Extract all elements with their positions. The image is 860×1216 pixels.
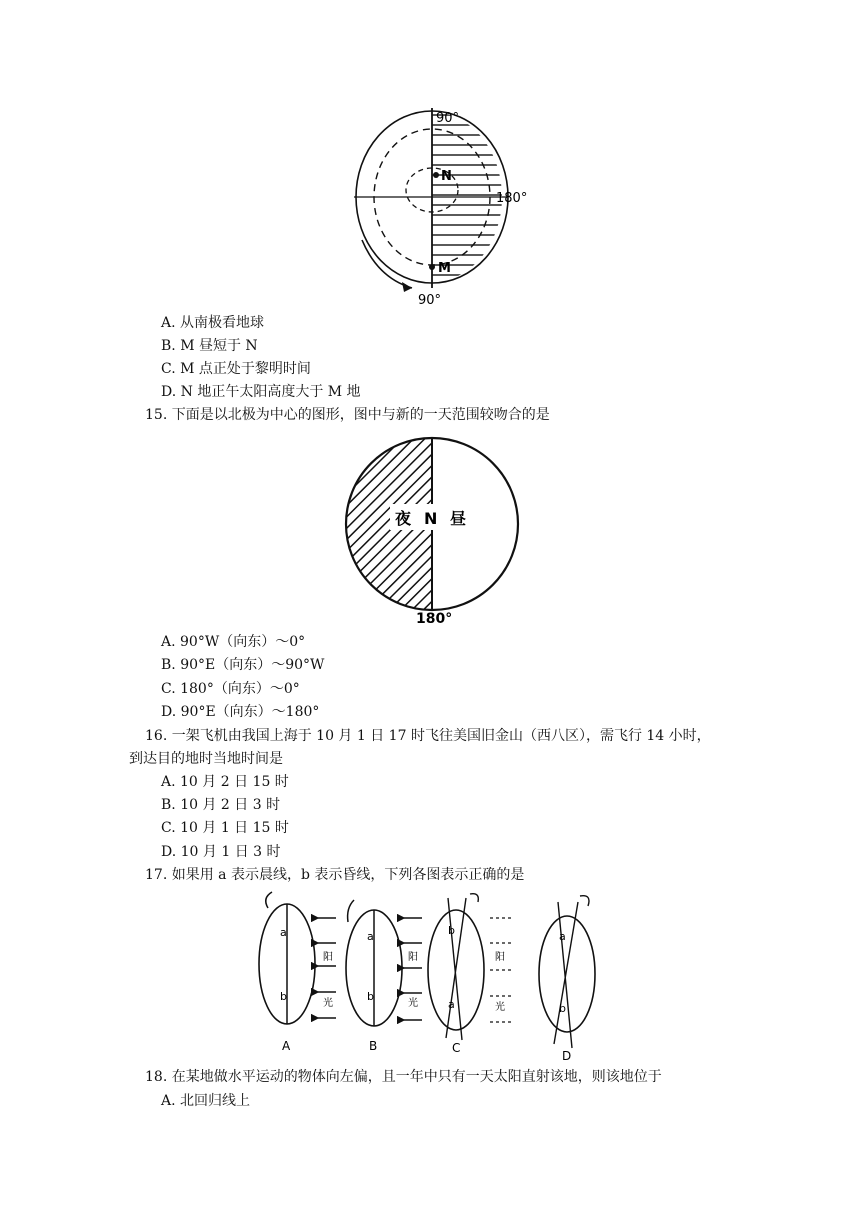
label-90-bottom: 90° [418,293,442,308]
q16-stem-line1: 16. 一架飞机由我国上海于 10 月 1 日 17 时飞往美国旧金山（西八区），需飞行 14 小时， [145,728,711,744]
fig-c-sun2: 光 [495,1002,505,1013]
fig-b-label-b: b [367,990,374,1003]
q18-stem: 18. 在某地做水平运动的物体向左偏，且一年中只有一天太阳直射该地，则该地位于 [145,1069,662,1085]
fig-b-label-a: a [367,930,374,943]
q14-option-c: C. M 点正处于黎明时间 [161,361,311,377]
q15-stem: 15. 下面是以北极为中心的图形，图中与新的一天范围较吻合的是 [145,407,550,423]
q15-option-a: A. 90°W（向东）～0° [161,634,306,650]
fig-a-sun2: 光 [323,998,333,1009]
fig-a-label-b: b [280,990,287,1003]
fig-label-c: C [452,1041,461,1055]
q14-option-d: D. N 地正午太阳高度大于 M 地 [161,384,361,400]
q16-option-a: A. 10 月 2 日 15 时 [161,774,289,790]
fig-label-d: D [562,1049,572,1063]
q16-stem-line2: 到达目的地时当地时间是 [129,751,283,767]
fig-d-label-b: b [559,1002,566,1015]
point-n [433,172,439,178]
label-night: 夜 [395,509,412,528]
figure-q14-globe [340,100,540,310]
q14-option-a: A. 从南极看地球 [161,315,265,331]
label-90-top: 90° [436,111,460,126]
fig-a-label-a: a [280,926,287,939]
label-north-pole: N [424,509,438,528]
fig-b-sun1: 阳 [408,952,418,963]
label-m: M [438,261,451,276]
fig-a-sun1: 阳 [323,952,333,963]
q15-option-c: C. 180°（向东）～0° [161,681,300,697]
q16-option-d: D. 10 月 1 日 3 时 [161,844,281,860]
q14-option-b: B. M 昼短于 N [161,338,258,354]
q17-stem: 17. 如果用 a 表示晨线，b 表示昏线，下列各图表示正确的是 [145,867,525,883]
q16-option-c: C. 10 月 1 日 15 时 [161,820,289,836]
fig-c-sun1: 阳 [495,952,505,963]
fig-c-label-b: b [448,924,455,937]
label-180: 180° [496,191,528,206]
fig-b-sun2: 光 [408,998,418,1009]
figure-q17-terminator [250,888,615,1063]
fig-c-label-a: a [448,998,455,1011]
q16-option-b: B. 10 月 2 日 3 时 [161,797,281,813]
q15-option-d: D. 90°E（向东）～180° [161,704,320,720]
fig-d-label-a: a [559,930,566,943]
label-n: N [441,169,452,184]
fig-label-b: B [369,1039,378,1053]
figure-q15-polar [340,432,525,626]
q18-option-a: A. 北回归线上 [161,1093,251,1109]
label-day: 昼 [450,509,467,528]
q15-option-b: B. 90°E（向东）～90°W [161,657,325,673]
label-180-bottom: 180° [416,611,453,626]
point-m [429,264,435,270]
fig-label-a: A [282,1039,291,1053]
